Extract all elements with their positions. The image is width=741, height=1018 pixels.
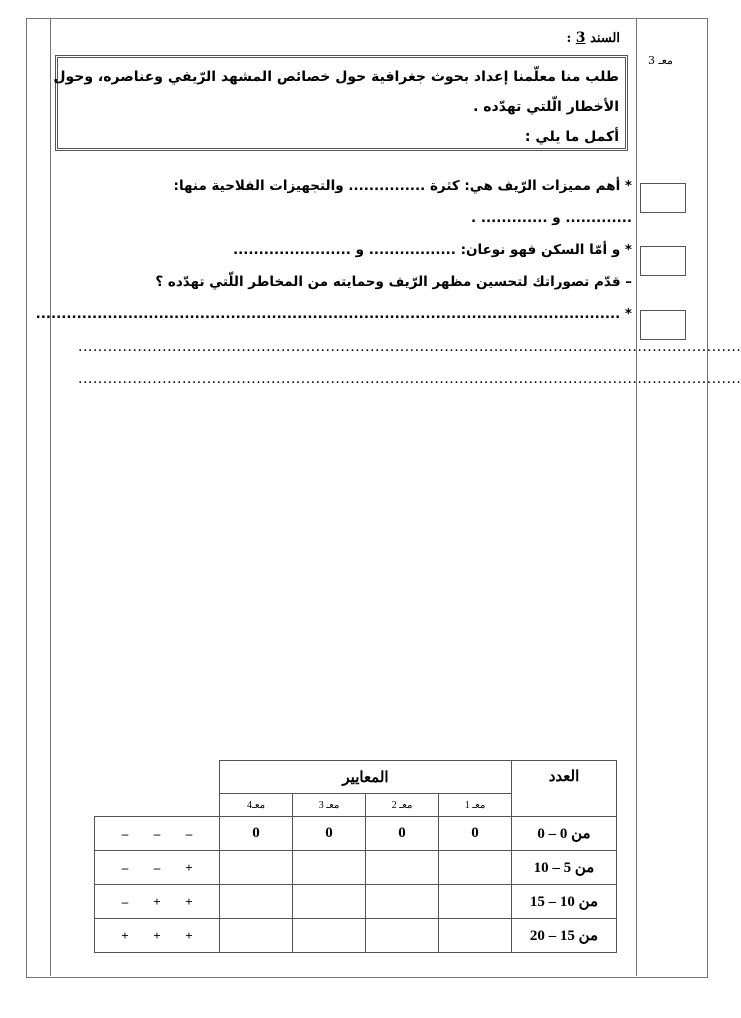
grading-table xyxy=(94,760,617,953)
table-row xyxy=(95,919,617,953)
header-count: العدد xyxy=(512,761,617,817)
score-cell[interactable] xyxy=(439,919,512,953)
answer-line-1[interactable]: * .................................................................................................................. xyxy=(35,306,632,322)
document-title xyxy=(566,30,620,46)
prompt-line-1: طلب منا معلّمنا إعداد بحوث جغرافية حول خصائص المشهد الرّيفي وعناصره، وحول xyxy=(53,69,619,85)
criterion-header: معـ 3 xyxy=(293,794,366,817)
score-range: من 5 – 10 xyxy=(512,851,617,885)
score-range: من 15 – 20 xyxy=(512,919,617,953)
answer-line-2[interactable]: ...................................................................................................................................... xyxy=(78,339,741,355)
table-row xyxy=(95,817,617,851)
answer-line-3[interactable]: ...................................................................................................................................... xyxy=(78,371,741,387)
prompt-box xyxy=(55,55,628,151)
criteria-pattern: +–– xyxy=(95,851,220,885)
score-cell[interactable] xyxy=(220,851,293,885)
score-cell[interactable] xyxy=(220,885,293,919)
criterion-header: معـ 1 xyxy=(439,794,512,817)
prompt-line-3: أكمل ما يلي : xyxy=(524,129,619,145)
question-1[interactable]: * أهم مميزات الرّيف هي: كثرة ............... والتجهيزات الفلاحية منها: xyxy=(173,178,632,194)
score-cell[interactable] xyxy=(439,851,512,885)
score-range: من 0 – 0 xyxy=(512,817,617,851)
criteria-pattern: +++ xyxy=(95,919,220,953)
score-cell[interactable] xyxy=(366,919,439,953)
score-cell[interactable]: 0 xyxy=(220,817,293,851)
score-range: من 10 – 15 xyxy=(512,885,617,919)
score-cell[interactable]: 0 xyxy=(366,817,439,851)
criterion-side-label: معـ 3 xyxy=(648,54,673,67)
score-cell[interactable] xyxy=(366,885,439,919)
criteria-pattern: ––– xyxy=(95,817,220,851)
title-label: السند xyxy=(590,31,620,46)
margin-line-left xyxy=(50,18,51,976)
score-cell[interactable] xyxy=(366,851,439,885)
question-2[interactable]: * و أمّا السكن فهو نوعان: ................. و ....................... xyxy=(232,242,632,258)
criterion-header: معـ 2 xyxy=(366,794,439,817)
header-criteria: المعايير xyxy=(220,761,512,794)
criterion-header: معـ4 xyxy=(220,794,293,817)
score-cell[interactable] xyxy=(439,885,512,919)
score-box-2[interactable] xyxy=(640,246,686,276)
title-colon: : xyxy=(566,31,572,46)
prompt-line-2: الأخطار الّلتي تهدّده . xyxy=(473,99,619,115)
score-cell[interactable] xyxy=(220,919,293,953)
question-3: – قدّم تصوراتك لتحسين مظهر الرّيف وحمايته من المخاطر اللّتي تهدّده ؟ xyxy=(155,274,632,290)
score-box-1[interactable] xyxy=(640,183,686,213)
table-row xyxy=(95,851,617,885)
table-row xyxy=(95,885,617,919)
score-box-3[interactable] xyxy=(640,310,686,340)
score-cell[interactable] xyxy=(293,919,366,953)
question-1-continuation[interactable]: ............. و ............. . xyxy=(471,210,632,226)
score-cell[interactable]: 0 xyxy=(293,817,366,851)
title-number: 3 xyxy=(575,30,586,46)
score-cell[interactable]: 0 xyxy=(439,817,512,851)
margin-line-right xyxy=(636,18,637,976)
score-cell[interactable] xyxy=(293,885,366,919)
criteria-pattern: ++– xyxy=(95,885,220,919)
score-cell[interactable] xyxy=(293,851,366,885)
